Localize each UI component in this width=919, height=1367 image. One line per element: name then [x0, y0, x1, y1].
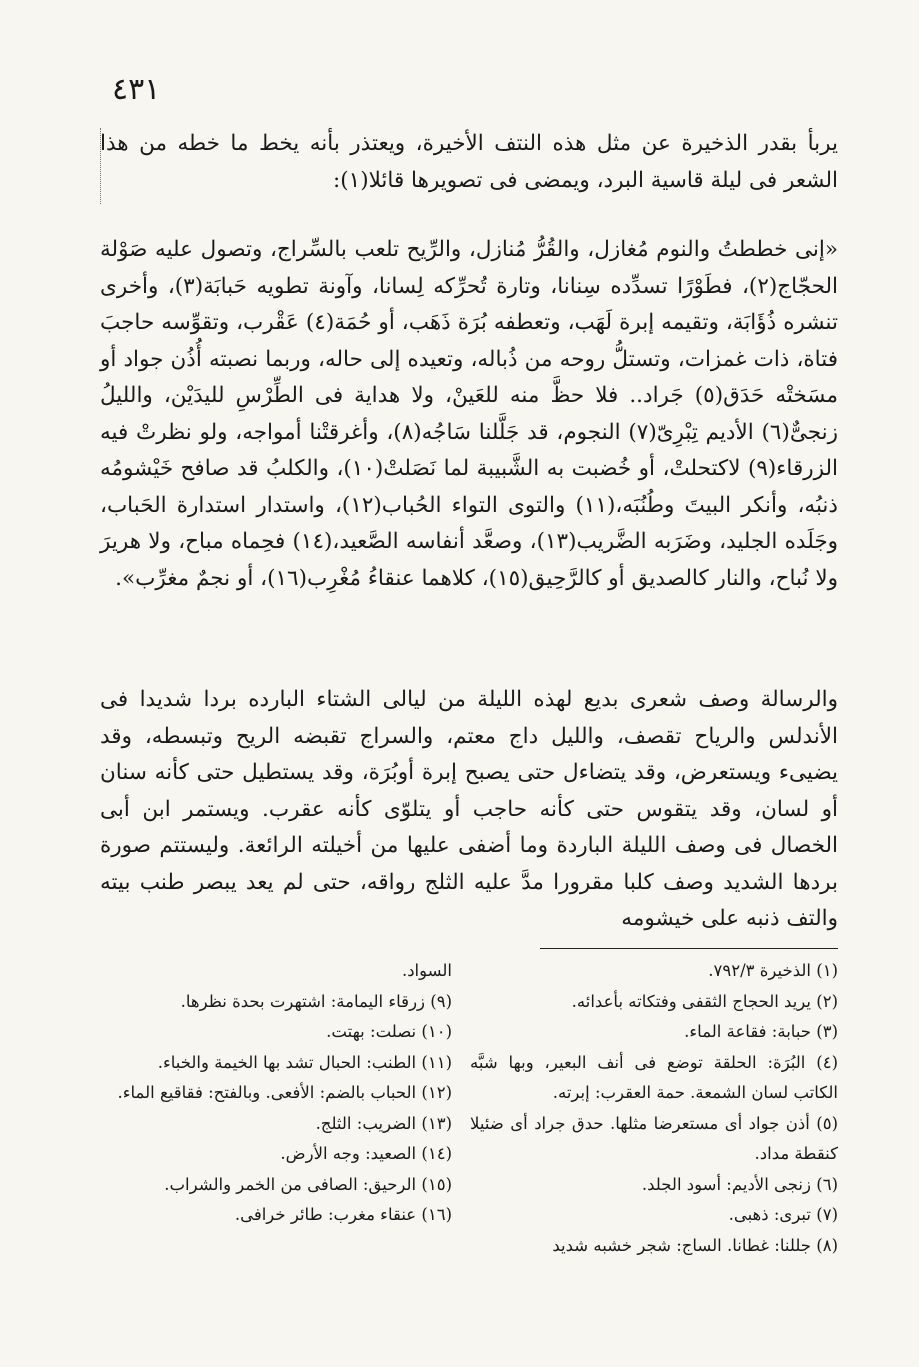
footnote: (١٤) الصعيد: وجه الأرض. — [280, 1144, 452, 1163]
footnote: (٧) تبرى: ذهبى. — [728, 1205, 838, 1224]
footnote-continuation: السواد. — [401, 961, 452, 980]
footnote: (١٣) الضريب: الثلج. — [315, 1113, 452, 1133]
quoted-letter — [100, 232, 838, 597]
main-paragraph — [100, 682, 838, 938]
page-number: ٤٣١ — [112, 72, 161, 107]
quoted-letter-text: «إنى خططتُ والنوم مُغازل، والقُرُّ مُنازل، والرِّيح تلعب بالسِّراج، وتصول عليه صَوْلة الحجّاج(٢)، فطَوْرًا تسدِّده سِنانا، وتارة تُحرِّكه لِسانا، وآونة تطويه حَبابَة(٣)، وأخرى تنشره ذُؤَابَة، وتقيمه إبرة لَهَب، وتعطفه بُرَة ذَهَب، أو حُمَة(٤) عَقْرب، وتقوِّسه حاجبَ فتاة، ذات غمزات، وتستلُّ روحه من ذُباله، وتعيده إلى حاله، وربما نصبته أُذُن جواد أو مسَختْه حَدَق(٥) جَراد.. فلا حظَّ منه للعَينْ، ولا هداية فى الطِّرْسِ لليدَيْن، والليلُ زنجىٌّ(٦) الأديم تِبْرِىّ(٧) النجوم، قد جَلَّلنا سَاجُه(٨)، وأغرقتْنا أمواجه، ولو نظرتْ فيه الزرقاء(٩) لاكتحلتْ، أو خُضبت به الشَّبيبة لما نَصَلتْ(١٠)، والكلبُ قد صافح خَيْشومُه ذنبُه، وأنكر البيتَ وطُنُبَه،(١١) والتوى التواء الحُباب(١٢)، واستدار استدارة الحَباب، وجَلَده الجليد، وضَرَبه الضَّريب(١٣)، وصعَّد أنفاسه الصَّعيد،(١٤) فحِماه مباح، ولا هريرَ ولا نُباح، والنار كالصديق أو كالرَّحِيق(١٥)، كلاهما عنقاءُ مُغْرِب(١٦)، أو نجمٌ مغرِّب». — [100, 237, 838, 591]
footnotes-left-column — [100, 956, 452, 1231]
footnotes-right-column — [470, 956, 838, 1261]
footnote: (٦) زنجى الأديم: أسود الجلد. — [641, 1174, 838, 1194]
footnote: (١) الذخيرة ٧٩٢/٣. — [708, 961, 838, 980]
footnote: (٥) أذن جواد أى مستعرضا مثلها. حدق جراد أى ضئيلا كنقطة مداد. — [470, 1113, 838, 1163]
footnote: (٨) جللنا: غطانا. الساج: شجر خشبه شديد — [552, 1235, 838, 1255]
footnote: (١١) الطنب: الحبال تشد بها الخيمة والخباء. — [157, 1052, 452, 1072]
intro-paragraph — [100, 126, 838, 199]
footnote: (١٥) الرحيق: الصافى من الخمر والشراب. — [164, 1174, 452, 1194]
footnote: (٢) يريد الحجاج الثقفى وفتكاته بأعدائه. — [571, 991, 838, 1011]
footnote: (٤) البُرَة: الحلقة توضع فى أنف البعير، وبها شبَّه الكاتب لسان الشمعة. حمة العقرب: إبرته. — [470, 1052, 838, 1102]
footnote: (١٢) الحباب بالضم: الأفعى. وبالفتح: فقاقيع الماء. — [117, 1083, 452, 1102]
footnote: (٩) زرقاء اليمامة: اشتهرت بحدة نظرها. — [180, 991, 452, 1011]
footnote-rule — [540, 948, 838, 949]
footnote: (١٠) نصلت: بهتت. — [326, 1022, 452, 1041]
main-paragraph-text: والرسالة وصف شعرى بديع لهذه الليلة من ليالى الشتاء البارده بردا شديدا فى الأندلس والرياح تقصف، والليل داج معتم، والسراج تقبضه الريح وتبسطه، وقد يضيىء ويستعرض، وقد يتضاءل حتى يصبح إبرة أوبُرَة، وقد يستطيل حتى كأنه سنان أو لسان، وقد يتقوس حتى كأنه حاجب أو يتلوّى كأنه عقرب. ويستمر ابن أبى الخصال فى وصف الليلة الباردة وما أضفى عليها من أخيلته الرائعة. وليستتم صورة بردها الشديد وصف كلبا مقرورا مدَّ عليه الثلج رواقه، حتى لم يعد يبصر طنب بيته والتف ذنبه على خيشومه — [100, 687, 838, 931]
footnote: (١٦) عنقاء مغرب: طائر خرافى. — [234, 1205, 452, 1224]
intro-paragraph-text: يربأ بقدر الذخيرة عن مثل هذه النتف الأخيرة، ويعتذر بأنه يخط ما خطه من هذا الشعر فى ليلة قاسية البرد، ويمضى فى تصويرها قائلا(١): — [100, 131, 838, 193]
footnote: (٣) حبابة: فقاعة الماء. — [684, 1022, 838, 1041]
